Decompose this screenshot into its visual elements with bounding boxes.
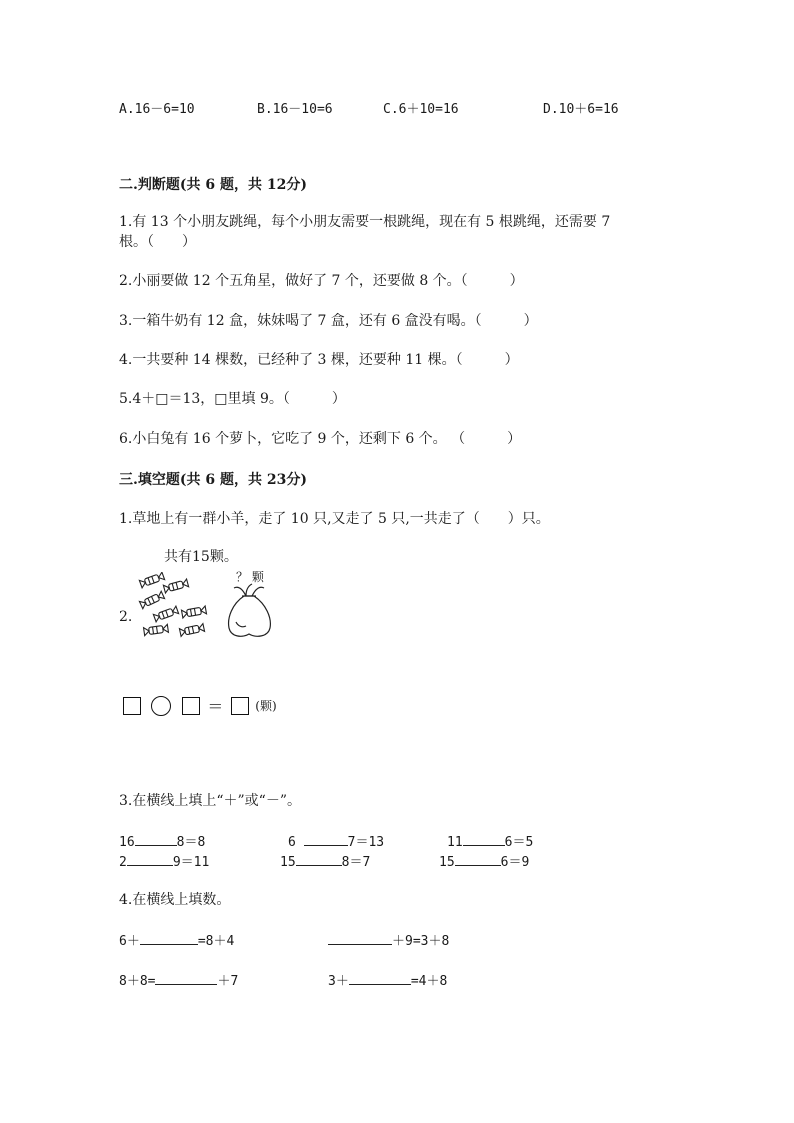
candy-group-icon bbox=[138, 572, 218, 640]
answer-blank[interactable] bbox=[127, 851, 173, 866]
answer-blank[interactable] bbox=[155, 970, 217, 985]
judgement-q1-line2: 根。（ ） bbox=[119, 234, 196, 250]
fill-q4-title: 4.在横线上填数。 bbox=[119, 892, 231, 908]
judgement-q6: 6.小白兔有 16 个萝卜，它吃了 9 个，还剩下 6 个。 （ ） bbox=[119, 431, 522, 447]
answer-blank[interactable] bbox=[296, 851, 342, 866]
q4-item: 3＋ =4＋8 bbox=[328, 970, 447, 989]
answer-blank[interactable] bbox=[455, 851, 501, 866]
fill-q3-title: 3.在横线上填上“＋”或“－”。 bbox=[119, 793, 301, 809]
q3-item: 15 8＝7 bbox=[280, 851, 370, 870]
judgement-q2: 2.小丽要做 12 个五角星，做好了 7 个，还要做 8 个。（ ） bbox=[119, 273, 524, 289]
candy-bag-icon bbox=[224, 582, 274, 640]
q4-item: 6＋ =8＋4 bbox=[119, 930, 234, 949]
q4-item: 8＋8= ＋7 bbox=[119, 970, 238, 989]
judgement-q4: 4.一共要种 14 棵数，已经种了 3 棵，还要种 11 棵。（ ） bbox=[119, 352, 519, 368]
answer-box[interactable] bbox=[231, 697, 249, 715]
fill-q2-number: 2. bbox=[119, 609, 133, 625]
answer-blank[interactable] bbox=[140, 930, 198, 945]
q3-item: 16 8＝8 bbox=[119, 831, 205, 850]
answer-blank[interactable] bbox=[349, 970, 411, 985]
candy-caption: 共有15颗。 bbox=[164, 549, 238, 565]
answer-blank[interactable] bbox=[328, 930, 392, 945]
judgement-q3: 3.一箱牛奶有 12 盒，妹妹喝了 7 盒，还有 6 盒没有喝。（ ） bbox=[119, 313, 538, 329]
q3-item: 11 6＝5 bbox=[447, 831, 533, 850]
equation-row bbox=[123, 694, 277, 717]
q3-item: 6 7＝13 bbox=[288, 831, 384, 850]
q4-item: ＋9=3＋8 bbox=[328, 930, 449, 949]
answer-box[interactable] bbox=[123, 697, 141, 715]
answer-blank[interactable] bbox=[463, 831, 505, 846]
choice-c: C.6＋10=16 bbox=[383, 102, 459, 117]
q3-item: 15 6＝9 bbox=[439, 851, 529, 870]
judgement-q5: 5.4＋□＝13，□里填 9。（ ） bbox=[119, 391, 346, 407]
unit-label: (颗) bbox=[255, 699, 277, 713]
equals-sign: ＝ bbox=[207, 697, 224, 716]
answer-blank[interactable] bbox=[304, 831, 348, 846]
section-title-judgement: 二.判断题(共 6 题，共 12分) bbox=[119, 177, 307, 193]
section-title-fill: 三.填空题(共 6 题，共 23分) bbox=[119, 472, 307, 488]
choice-b: B.16－10=6 bbox=[257, 102, 333, 117]
bag-unknown-label: ？ 颗 bbox=[236, 570, 264, 584]
answer-blank[interactable] bbox=[135, 831, 177, 846]
q3-item: 2 9＝11 bbox=[119, 851, 209, 870]
choice-a: A.16－6=10 bbox=[119, 102, 195, 117]
choice-d: D.10＋6=16 bbox=[543, 102, 619, 117]
judgement-q1-line1: 1.有 13 个小朋友跳绳，每个小朋友需要一根跳绳，现在有 5 根跳绳，还需要 7 bbox=[119, 214, 611, 230]
fill-q1: 1.草地上有一群小羊，走了 10 只,又走了 5 只,一共走了（ ）只。 bbox=[119, 511, 550, 527]
operator-circle[interactable] bbox=[151, 696, 171, 716]
answer-box[interactable] bbox=[182, 697, 200, 715]
